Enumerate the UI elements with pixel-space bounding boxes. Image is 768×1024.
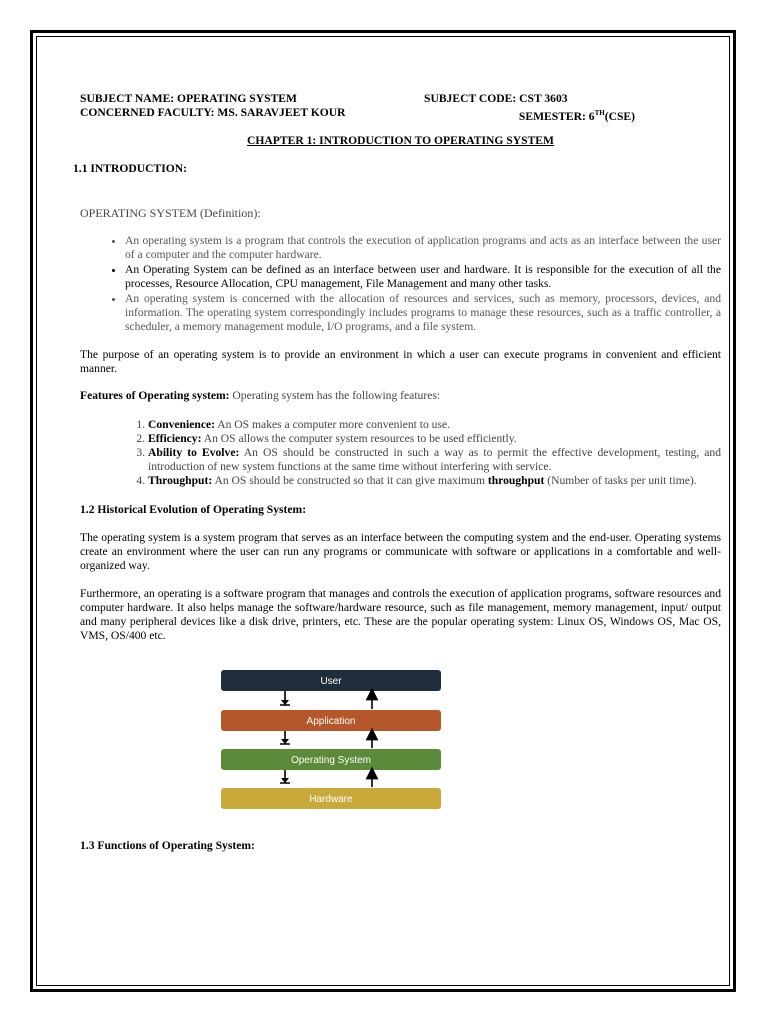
definition-heading: OPERATING SYSTEM (Definition): — [80, 205, 261, 220]
faculty: CONCERNED FACULTY: MS. SARAVJEET KOUR — [80, 106, 346, 119]
chapter-title: CHAPTER 1: INTRODUCTION TO OPERATING SYSTEM — [247, 133, 554, 147]
list-item: 3. Ability to Evolve: An OS should be constructed in such a way as to permit the effective development, testing, and introduction of new system functions at the same time without interfering with service. — [148, 446, 721, 474]
evolution-paragraph-1: The operating system is a system program that serves as an interface between the computing system and the end-user. Operating systems create an environment where the user can run any programs or communicate with software or applications in a comfortable and well-organized way. — [80, 530, 721, 572]
layer-os-label: Operating System — [290, 754, 372, 766]
features-intro: Features of Operating system: Operating system has the following features: — [80, 388, 441, 402]
layer-operating-system — [221, 749, 441, 770]
purpose-paragraph: The purpose of an operating system is to provide an environment in which a user can execute programs in convenient and efficient manner. — [80, 347, 721, 375]
list-item: • An Operating System can be defined as an interface between user and hardware. It is responsible for the execution of all the processes, Resource Allocation, CPU management, File Management and many other tasks. — [125, 263, 721, 291]
subject-code: SUBJECT CODE: CST 3603 — [424, 92, 568, 105]
diagram-arrows — [280, 691, 372, 787]
list-item: 1. Convenience: An OS makes a computer more convenient to use. — [148, 418, 721, 432]
section-heading-1-2: 1.2 Historical Evolution of Operating System: — [80, 502, 307, 516]
layer-application — [221, 710, 441, 731]
layer-user — [221, 670, 441, 691]
layer-application-label: Application — [306, 715, 356, 727]
os-layer-diagram — [220, 669, 721, 815]
list-item: • An operating system is concerned with the allocation of resources and services, such as memory, processors, devices, and information. The operating system correspondingly includes programs to manage these resources, such as a traffic controller, a scheduler, a memory management module, I/O programs, and a file system. — [125, 292, 721, 334]
features-list — [80, 418, 721, 488]
evolution-paragraph-2: Furthermore, an operating is a software program that manages and controls the execution of application programs, software resources and computer hardware. It also helps manage the software/hardware resource, such as file management, memory management, input/ output and many peripheral devices like a disk drive, printers, etc. These are the popular operating system: Linux OS, Windows OS, Mac OS, VMS, OS/400 etc. — [80, 586, 721, 642]
layer-hardware-label: Hardware — [309, 793, 353, 805]
header-row-2 — [80, 106, 721, 124]
layer-hardware — [221, 788, 441, 809]
document-body — [73, 92, 721, 853]
os-layer-diagram-svg — [220, 669, 442, 811]
header-row-1 — [80, 92, 721, 106]
list-item: 4. Throughput: An OS should be constructed so that it can give maximum throughput (Number of tasks per unit time). — [148, 474, 721, 488]
section-heading-1-3: 1.3 Functions of Operating System: — [80, 838, 255, 852]
list-item: 2. Efficiency: An OS allows the computer system resources to be used efficiently. — [148, 432, 721, 446]
section-heading-1-1: 1.1 INTRODUCTION: — [73, 161, 188, 175]
list-item: • An operating system is a program that controls the execution of application programs and acts as an interface between the user of a computer and the computer hardware. — [125, 234, 721, 262]
definition-list — [80, 234, 721, 334]
semester: SEMESTER: 6TH(CSE) — [518, 109, 635, 123]
subject-name: SUBJECT NAME: OPERATING SYSTEM — [80, 92, 297, 105]
layer-user-label: User — [320, 675, 342, 687]
